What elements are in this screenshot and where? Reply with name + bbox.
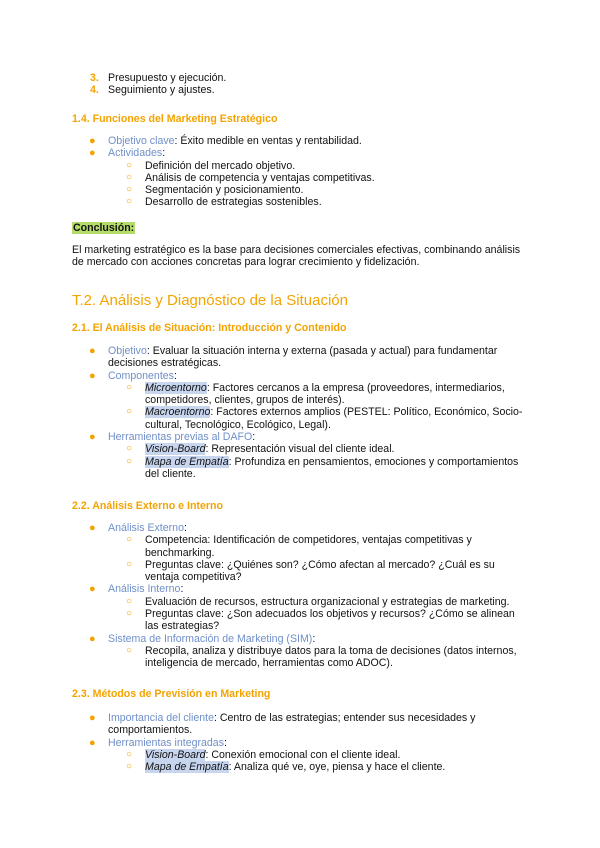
list-item [108, 608, 530, 633]
list-text: Análisis de competencia y ventajas competitivas. [145, 171, 375, 184]
highlighted-term: Microentorno [145, 381, 207, 394]
conclusion-label-wrap [72, 222, 135, 234]
circle-bullet-icon: ○ [126, 644, 133, 656]
term-text: : Centro de las estrategias; entender sus necesidades y comportamientos. [108, 712, 476, 737]
bullet-icon: ● [89, 147, 96, 160]
list-number: 4. [90, 84, 99, 97]
list-text: Seguimiento y ajustes. [108, 84, 215, 97]
list-text: : Representación visual del cliente ideal. [205, 443, 395, 456]
sublist [108, 534, 530, 583]
list-text: Desarrollo de estrategias sostenibles. [145, 196, 322, 209]
list-text: Competencia: Identificación de competidores, ventajas competitivas y benchmarking. [145, 534, 472, 559]
sublist [108, 749, 530, 774]
term-colon: : [173, 369, 177, 382]
list-item [108, 382, 530, 407]
list-item [108, 456, 530, 481]
term-label: Herramientas integradas [108, 736, 224, 749]
list-item [108, 559, 530, 584]
list-text: Preguntas clave: ¿Quiénes son? ¿Cómo afectan al mercado? ¿Cuál es su ventaja competitiva? [145, 558, 495, 584]
circle-bullet-icon: ○ [126, 608, 133, 620]
list-text: : Factores cercanos a la empresa (proveedores, intermediarios, competidores, clientes, grupos de interés). [145, 381, 505, 407]
term-label: Objetivo clave [108, 135, 175, 147]
bullet-icon: ● [89, 369, 96, 382]
bullet-icon: ● [89, 712, 96, 724]
bullet-icon: ● [89, 135, 96, 147]
conclusion-text: El marketing estratégico es la base para decisiones comerciales efectivas, combinando análisis de mercado con acciones concretas para lograr crecimiento y fidelización. [72, 244, 521, 269]
term-label: Importancia del cliente [108, 712, 214, 724]
list-text: Recopila, analiza y distribuye datos para la toma de decisiones (datos internos, inteligencia de mercado, herramientas como ADOC). [145, 644, 517, 670]
list-item [108, 443, 530, 455]
circle-bullet-icon: ○ [126, 184, 133, 196]
chapter-heading-t2: T.2. Análisis y Diagnóstico de la Situación [72, 292, 348, 309]
term-colon: : [162, 147, 166, 160]
list-item [0, 712, 600, 737]
section-heading-1-4: 1.4. Funciones del Marketing Estratégico [72, 113, 278, 125]
term-label: Herramientas previas al DAFO [108, 431, 253, 444]
list-item [108, 196, 530, 208]
list-number: 3. [90, 72, 99, 84]
term-label: Análisis Interno [108, 583, 181, 596]
list-text: : Analiza qué ve, oye, piensa y hace el cliente. [228, 761, 446, 774]
highlighted-term: Vision-Board [145, 443, 206, 456]
term-colon: : [180, 583, 184, 596]
list-item [0, 737, 600, 774]
list-item [108, 534, 530, 559]
numbered-list [0, 72, 226, 97]
section-2-3-list [0, 712, 600, 773]
list-item [0, 370, 600, 431]
term-label: Análisis Externo [108, 522, 184, 534]
circle-bullet-icon: ○ [126, 159, 133, 171]
circle-bullet-icon: ○ [126, 595, 133, 607]
bullet-icon: ● [89, 736, 96, 749]
sublist [108, 596, 530, 633]
list-item [0, 431, 600, 480]
circle-bullet-icon: ○ [126, 381, 133, 393]
list-text: : Conexión emocional con el cliente ideal. [205, 748, 401, 761]
bullet-icon: ● [89, 345, 96, 357]
section-heading-2-3: 2.3. Métodos de Previsión en Marketing [72, 688, 271, 700]
sublist [108, 160, 530, 209]
highlighted-term: Macroentorno [145, 406, 211, 419]
term-colon: : [312, 632, 316, 645]
list-text: Preguntas clave: ¿Son adecuados los objetivos y recursos? ¿Cómo se alinean las estrategias? [145, 608, 515, 633]
circle-bullet-icon: ○ [126, 196, 133, 208]
section-2-2-list [0, 522, 600, 670]
list-item [108, 596, 530, 608]
list-item [108, 645, 530, 670]
section-2-1-list [0, 345, 600, 480]
circle-bullet-icon: ○ [126, 534, 133, 546]
circle-bullet-icon: ○ [126, 406, 133, 418]
term-colon: : [183, 522, 187, 534]
bullet-icon: ● [89, 431, 96, 444]
section-heading-2-2: 2.2. Análisis Externo e Interno [72, 500, 223, 512]
term-colon: : [224, 736, 227, 749]
circle-bullet-icon: ○ [126, 171, 133, 183]
list-item [108, 172, 530, 184]
list-item [0, 583, 600, 632]
term-label: Componentes [108, 369, 174, 382]
highlighted-term: Mapa de Empatía [145, 761, 229, 774]
list-item [0, 72, 226, 84]
list-text: : Factores externos amplios (PESTEL: Político, Económico, Socio-cultural, Tecnológico, Ecológico, Legal). [145, 406, 523, 431]
list-item [0, 135, 600, 147]
list-item [108, 406, 530, 431]
section-heading-2-1: 2.1. El Análisis de Situación: Introducción y Contenido [72, 322, 347, 334]
term-colon: : [252, 431, 256, 444]
list-item [108, 749, 530, 761]
list-item [0, 633, 600, 670]
circle-bullet-icon: ○ [126, 761, 133, 773]
list-item [108, 761, 530, 773]
list-item [0, 84, 226, 96]
term-text: : Éxito medible en ventas y rentabilidad. [174, 135, 362, 147]
sublist [108, 382, 530, 431]
term-label: Objetivo [108, 345, 147, 357]
list-text: Segmentación y posicionamiento. [145, 184, 304, 197]
list-item [0, 147, 600, 208]
circle-bullet-icon: ○ [126, 748, 133, 760]
list-text: Presupuesto y ejecución. [108, 72, 227, 84]
list-item [0, 522, 600, 583]
list-item [0, 345, 600, 370]
list-text: : Profundiza en pensamientos, emociones y comportamientos del cliente. [145, 455, 519, 480]
list-item [108, 160, 530, 172]
list-text: Definición del mercado objetivo. [145, 159, 296, 172]
highlighted-term: Mapa de Empatía [145, 455, 229, 468]
bullet-icon: ● [89, 522, 96, 534]
list-item [108, 184, 530, 196]
list-text: Evaluación de recursos, estructura organizacional y estrategias de marketing. [145, 595, 510, 608]
bullet-icon: ● [89, 583, 96, 596]
sublist [108, 645, 530, 670]
bullet-icon: ● [89, 632, 96, 645]
term-label: Sistema de Información de Marketing (SIM) [108, 632, 313, 645]
term-label: Actividades [108, 147, 163, 160]
highlighted-term: Vision-Board [145, 748, 206, 761]
circle-bullet-icon: ○ [126, 455, 133, 467]
term-text: : Evaluar la situación interna y externa (pasada y actual) para fundamentar decisiones estratégicas. [108, 345, 498, 370]
section-1-4-list [0, 135, 600, 209]
circle-bullet-icon: ○ [126, 443, 133, 455]
circle-bullet-icon: ○ [126, 558, 133, 570]
sublist [108, 443, 530, 480]
conclusion-label: Conclusión: [73, 222, 135, 234]
